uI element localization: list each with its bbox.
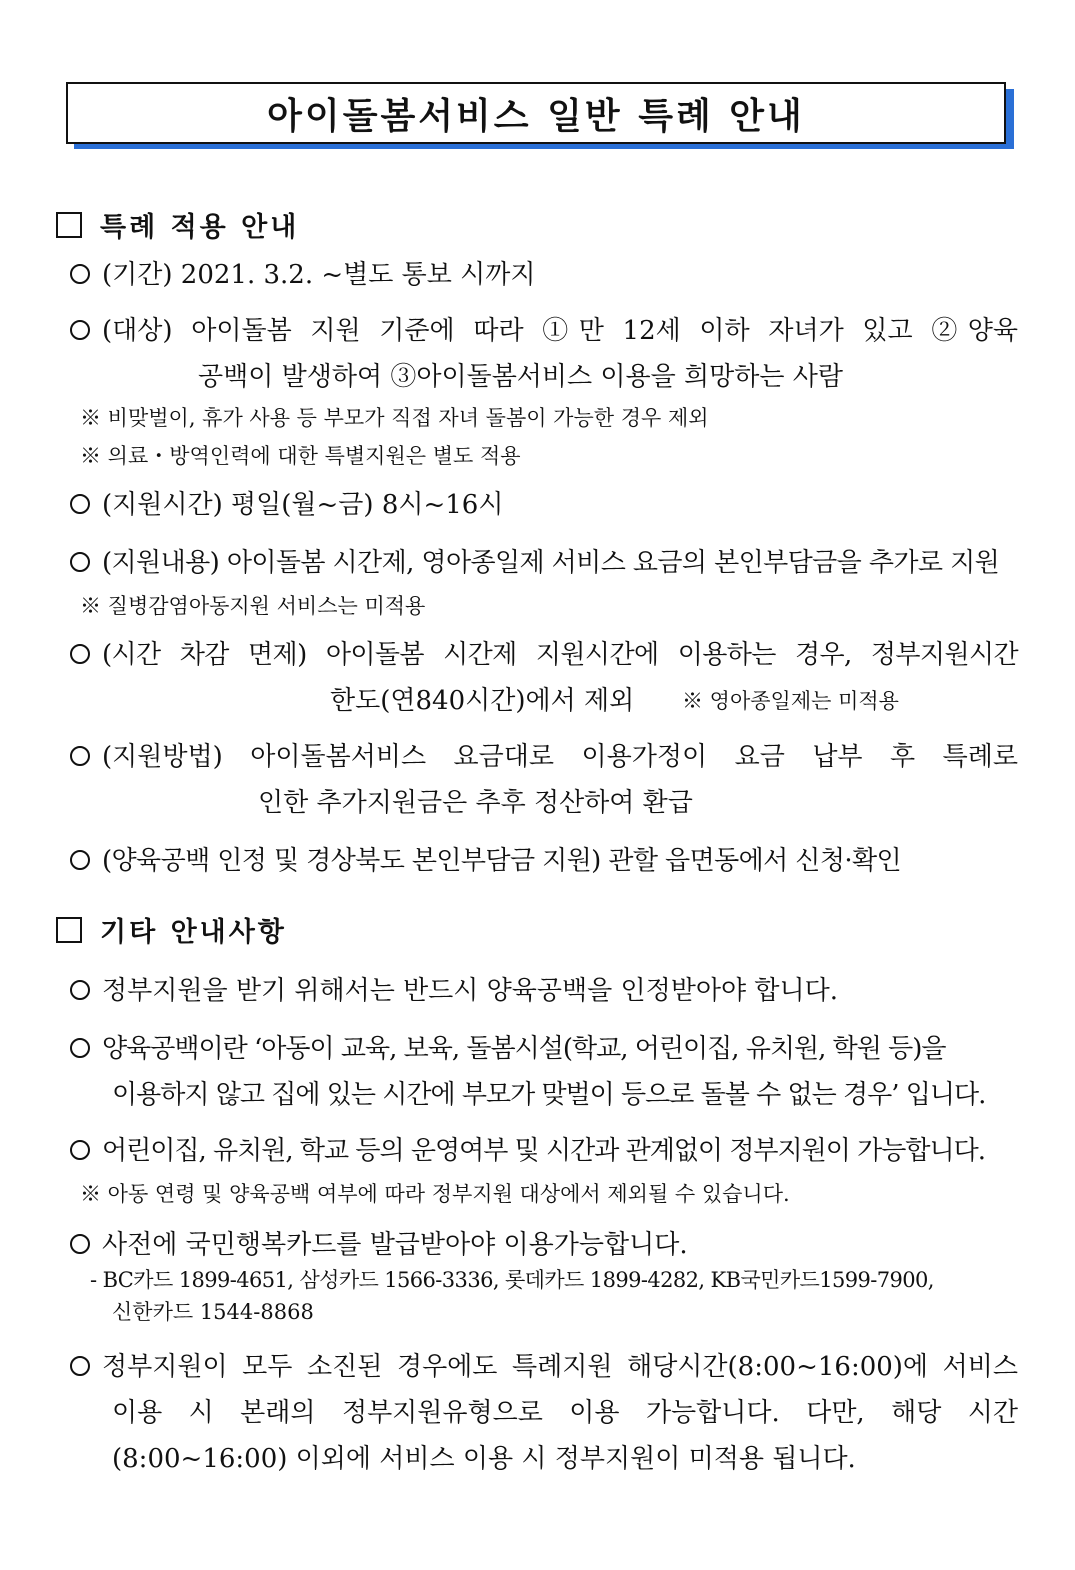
circle-bullet-icon: [70, 1038, 90, 1058]
item-exhausted-support-cont: 이용 시 본래의 정부지원유형으로 이용 가능합니다. 다만, 해당 시간: [112, 1398, 1018, 1428]
item-gap-definition-cont: 이용하지 않고 집에 있는 시간에 부모가 맞벌이 등으로 돌볼 수 없는 경우’ 입니다.: [112, 1080, 986, 1110]
note-exclusion: ※ 비맞벌이, 휴가 사용 등 부모가 직접 자녀 돌봄이 가능한 경우 제외: [80, 406, 709, 430]
note-age-exclusion: ※ 아동 연령 및 양육공백 여부에 따라 정부지원 대상에서 제외될 수 있습니다.: [80, 1182, 790, 1206]
circle-bullet-icon: [70, 746, 90, 766]
item-parenting-gap: (양육공백 인정 및 경상북도 본인부담금 지원) 관할 읍면동에서 신청·확인: [70, 840, 901, 877]
circle-bullet-icon: [70, 1140, 90, 1160]
item-happy-card: 사전에 국민행복카드를 발급받아야 이용가능합니다.: [70, 1224, 688, 1261]
circle-bullet-icon: [70, 1234, 90, 1254]
circle-bullet-icon: [70, 980, 90, 1000]
item-target: (대상) 아이돌봄 지원 기준에 따라 ①만 12세 이하 자녀가 있고 ②양육: [70, 310, 1018, 347]
circle-bullet-icon: [70, 264, 90, 284]
page-title: 아이돌봄서비스 일반 특례 안내: [66, 82, 1006, 144]
section-heading-special: [56, 205, 299, 244]
circle-bullet-icon: [70, 1356, 90, 1376]
circle-bullet-icon: [70, 494, 90, 514]
note-infected-child: ※ 질병감염아동지원 서비스는 미적용: [80, 594, 426, 618]
note-medical: ※ 의료・방역인력에 대한 특별지원은 별도 적용: [80, 444, 521, 468]
item-operation-status: 어린이집, 유치원, 학교 등의 운영여부 및 시간과 관계없이 정부지원이 가능합니다.: [70, 1130, 985, 1167]
item-target-cont: 공백이 발생하여 ③아이돌봄서비스 이용을 희망하는 사람: [198, 362, 843, 392]
checkbox-square-icon: [56, 212, 82, 238]
item-time-exemption: (시간 차감 면제) 아이돌봄 시간제 지원시간에 이용하는 경우, 정부지원시간: [70, 634, 1018, 671]
circle-bullet-icon: [70, 320, 90, 340]
title-banner: [66, 82, 1016, 150]
item-support-method: (지원방법) 아이돌봄서비스 요금대로 이용가정이 요금 납부 후 특례로: [70, 736, 1018, 773]
item-exhausted-support: 정부지원이 모두 소진된 경우에도 특례지원 해당시간(8:00~16:00)에 서비스: [70, 1346, 1018, 1383]
item-time-exemption-cont: 한도(연840시간)에서 제외: [330, 686, 635, 716]
item-support-content: (지원내용) 아이돌봄 시간제, 영아종일제 서비스 요금의 본인부담금을 추가로 지원: [70, 542, 999, 579]
section-heading-text: 특례 적용 안내: [100, 212, 300, 243]
note-infant-fullday: ※ 영아종일제는 미적용: [682, 689, 899, 713]
item-support-method-cont: 인한 추가지원금은 추후 정산하여 환급: [258, 788, 693, 818]
item-exhausted-support-cont2: (8:00~16:00) 이외에 서비스 이용 시 정부지원이 미적용 됩니다.: [112, 1444, 856, 1474]
card-contacts: - BC카드 1899-4651, 삼성카드 1566-3336, 롯데카드 1899-4282, KB국민카드1599-7900,: [90, 1268, 934, 1292]
item-support-hours: (지원시간) 평일(월~금) 8시~16시: [70, 484, 503, 521]
card-contacts-cont: 신한카드 1544-8868: [112, 1300, 314, 1324]
circle-bullet-icon: [70, 850, 90, 870]
checkbox-square-icon: [56, 917, 82, 943]
item-gap-definition: 양육공백이란 ‘아동이 교육, 보육, 돌봄시설(학교, 어린이집, 유치원, 학원 등)을: [70, 1028, 945, 1065]
section-heading-other: [56, 910, 287, 949]
item-period: (기간) 2021. 3.2. ~별도 통보 시까지: [70, 254, 536, 291]
circle-bullet-icon: [70, 644, 90, 664]
section-heading-text: 기타 안내사항: [100, 917, 287, 948]
item-gov-support: 정부지원을 받기 위해서는 반드시 양육공백을 인정받아야 합니다.: [70, 970, 838, 1007]
circle-bullet-icon: [70, 552, 90, 572]
